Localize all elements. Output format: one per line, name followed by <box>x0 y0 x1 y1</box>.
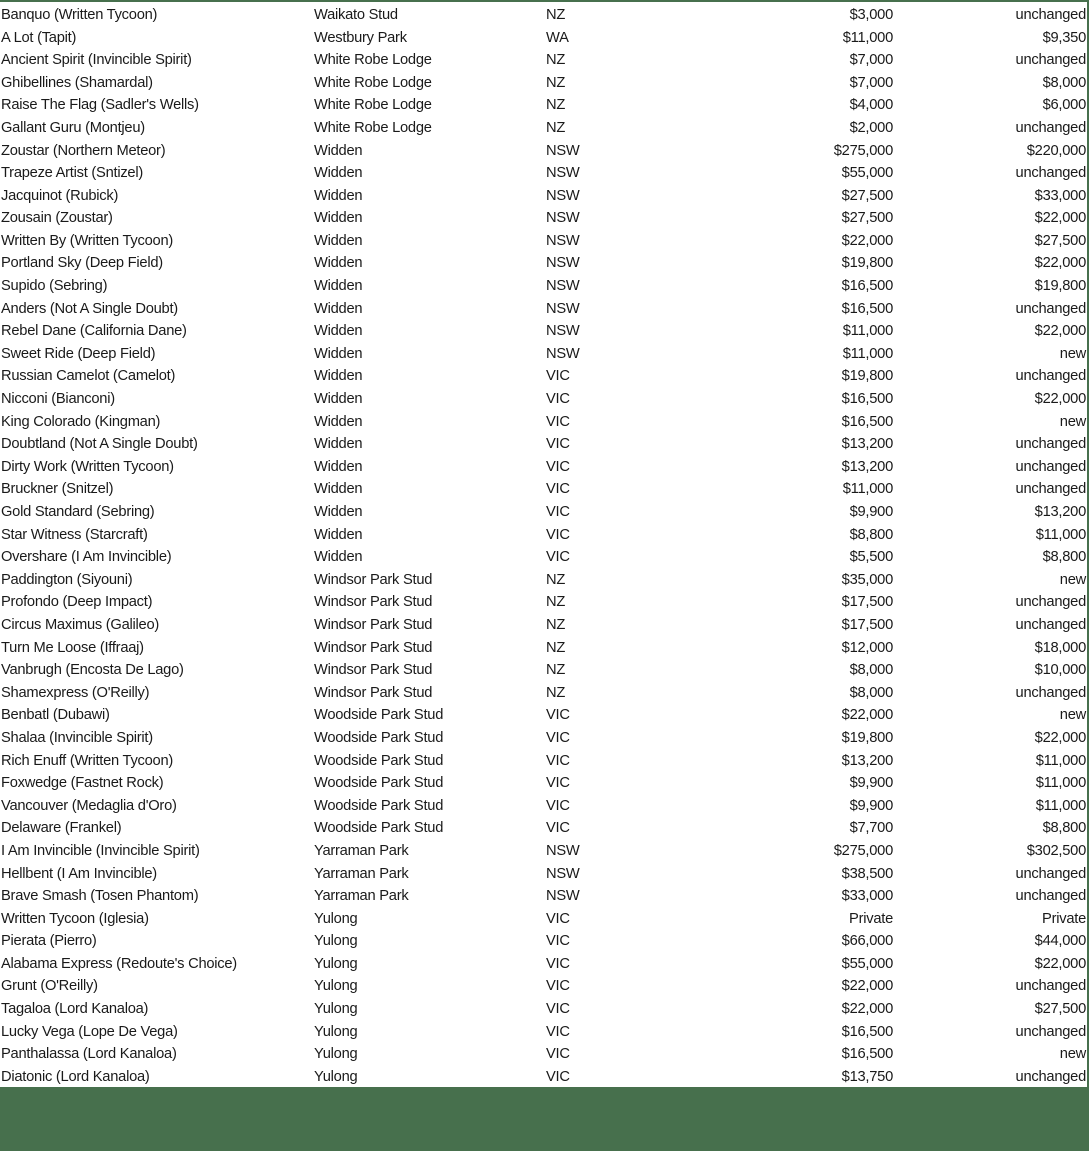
stallion-name-cell: Rebel Dane (California Dane) <box>1 324 187 339</box>
stallion-name-cell: Shalaa (Invincible Spirit) <box>1 730 153 746</box>
stud-cell: White Robe Lodge <box>314 75 432 91</box>
state-cell: NSW <box>546 324 580 339</box>
table-row <box>0 27 1087 50</box>
table-row <box>0 998 1087 1021</box>
fee-cell: $19,800 <box>841 730 893 746</box>
table-row <box>0 614 1087 637</box>
fee-cell: $8,000 <box>849 663 893 678</box>
stud-cell: Woodside Park Stud <box>314 730 444 746</box>
fee-cell: $12,000 <box>841 640 893 656</box>
state-cell: VIC <box>546 414 570 430</box>
stud-cell: Yulong <box>314 911 358 927</box>
fee-cell: $17,500 <box>841 617 893 633</box>
state-cell: VIC <box>546 1069 570 1085</box>
stud-cell: Yulong <box>314 934 358 949</box>
stallion-name-cell: Written By (Written Tycoon) <box>1 233 174 249</box>
stud-cell: Westbury Park <box>314 30 407 46</box>
table-row <box>0 275 1087 298</box>
fee-cell: $275,000 <box>833 843 893 859</box>
state-cell: NSW <box>546 279 580 294</box>
change-cell: $22,000 <box>1034 324 1086 339</box>
change-cell: unchanged <box>1015 369 1086 385</box>
fee-cell: $66,000 <box>841 934 893 949</box>
stud-cell: Yulong <box>314 1002 358 1017</box>
change-cell: $9,350 <box>1042 30 1086 46</box>
stallion-name-cell: Circus Maximus (Galileo) <box>1 617 160 633</box>
table-row <box>0 1043 1087 1066</box>
stallion-name-cell: Foxwedge (Fastnet Rock) <box>1 776 164 791</box>
stud-cell: Widden <box>314 505 363 520</box>
stallion-name-cell: Nicconi (Bianconi) <box>1 392 115 407</box>
stud-cell: Widden <box>314 346 363 362</box>
table-row <box>0 433 1087 456</box>
stallion-name-cell: Benbatl (Dubawi) <box>1 708 110 724</box>
table-row <box>0 456 1087 479</box>
state-cell: NZ <box>546 572 566 588</box>
table-row <box>0 976 1087 999</box>
state-cell: VIC <box>546 911 570 927</box>
stallion-name-cell: Turn Me Loose (Iffraaj) <box>1 640 144 656</box>
table-row <box>0 908 1087 931</box>
stallion-name-cell: Trapeze Artist (Sntizel) <box>1 166 144 181</box>
change-cell: $27,500 <box>1034 1002 1086 1017</box>
fee-cell: $9,900 <box>849 505 893 520</box>
stallion-name-cell: Tagaloa (Lord Kanaloa) <box>1 1002 149 1017</box>
stallion-name-cell: Rich Enuff (Written Tycoon) <box>1 753 174 769</box>
stallion-name-cell: A Lot (Tapit) <box>1 30 77 46</box>
stallion-name-cell: Gallant Guru (Montjeu) <box>1 120 145 136</box>
state-cell: VIC <box>546 550 570 565</box>
table-row <box>0 94 1087 117</box>
stud-cell: Windsor Park Stud <box>314 595 433 611</box>
stud-cell: Widden <box>314 459 363 475</box>
stallion-name-cell: Anders (Not A Single Doubt) <box>1 301 178 317</box>
stud-cell: Widden <box>314 279 363 294</box>
table-row <box>0 298 1087 321</box>
fee-cell: $16,500 <box>841 279 893 294</box>
stud-cell: Windsor Park Stud <box>314 572 433 588</box>
stud-cell: Widden <box>314 482 363 498</box>
table-row <box>0 207 1087 230</box>
fee-cell: $13,750 <box>841 1069 893 1085</box>
stud-cell: Windsor Park Stud <box>314 640 433 656</box>
stud-cell: White Robe Lodge <box>314 53 432 68</box>
table-row <box>0 569 1087 592</box>
change-cell: unchanged <box>1015 482 1086 498</box>
change-cell: $11,000 <box>1035 753 1086 769</box>
table-row <box>0 772 1087 795</box>
table-row <box>0 49 1087 72</box>
stud-cell: Widden <box>314 211 363 226</box>
state-cell: VIC <box>546 369 570 385</box>
change-cell: unchanged <box>1015 437 1086 452</box>
stud-cell: Yarraman Park <box>314 843 409 859</box>
table-row <box>0 388 1087 411</box>
change-cell: new <box>1059 414 1086 430</box>
change-cell: unchanged <box>1015 617 1086 633</box>
change-cell: $11,000 <box>1035 527 1086 543</box>
change-cell: $8,000 <box>1042 75 1086 91</box>
stud-cell: Yulong <box>314 979 358 995</box>
state-cell: VIC <box>546 437 570 452</box>
stud-cell: Yulong <box>314 1069 358 1085</box>
fee-cell: $13,200 <box>841 459 893 475</box>
state-cell: VIC <box>546 979 570 995</box>
change-cell: $19,800 <box>1034 279 1086 294</box>
stallion-name-cell: Grunt (O'Reilly) <box>1 979 98 995</box>
stud-cell: Widden <box>314 301 363 317</box>
stud-cell: Widden <box>314 437 363 452</box>
stallion-name-cell: Pierata (Pierro) <box>1 934 97 949</box>
stud-cell: Widden <box>314 233 363 249</box>
table-row <box>0 546 1087 569</box>
state-cell: VIC <box>546 392 570 407</box>
change-cell: unchanged <box>1015 459 1086 475</box>
fee-cell: $16,500 <box>841 414 893 430</box>
fee-cell: $55,000 <box>841 166 893 181</box>
stud-cell: Widden <box>314 188 363 204</box>
fee-cell: $9,900 <box>849 798 893 814</box>
change-cell: new <box>1059 708 1086 724</box>
change-cell: new <box>1059 346 1086 362</box>
change-cell: $8,800 <box>1042 821 1086 837</box>
stallion-name-cell: Jacquinot (Rubick) <box>1 188 119 204</box>
state-cell: NSW <box>546 889 580 904</box>
table-row <box>0 885 1087 908</box>
state-cell: VIC <box>546 482 570 498</box>
stallion-name-cell: Profondo (Deep Impact) <box>1 595 153 611</box>
change-cell: $8,800 <box>1042 550 1086 565</box>
stud-cell: Woodside Park Stud <box>314 776 444 791</box>
table-row <box>0 320 1087 343</box>
state-cell: VIC <box>546 1002 570 1017</box>
table-row <box>0 4 1087 27</box>
fee-cell: $22,000 <box>841 233 893 249</box>
change-cell: unchanged <box>1015 685 1086 701</box>
fee-cell: $16,500 <box>841 301 893 317</box>
stallion-name-cell: Written Tycoon (Iglesia) <box>1 911 149 927</box>
fee-cell: $16,500 <box>841 1024 893 1040</box>
fee-cell: $8,000 <box>849 685 893 701</box>
stallion-name-cell: Star Witness (Starcraft) <box>1 527 148 543</box>
stud-cell: Widden <box>314 527 363 543</box>
fee-cell: $17,500 <box>841 595 893 611</box>
state-cell: VIC <box>546 1047 570 1062</box>
fee-cell: $275,000 <box>833 143 893 159</box>
change-cell: $27,500 <box>1034 233 1086 249</box>
state-cell: NZ <box>546 98 566 114</box>
change-cell: $18,000 <box>1034 640 1086 656</box>
stallion-name-cell: Raise The Flag (Sadler's Wells) <box>1 98 199 114</box>
stud-cell: Woodside Park Stud <box>314 708 444 724</box>
change-cell: $22,000 <box>1034 392 1086 407</box>
stallion-name-cell: Zousain (Zoustar) <box>1 211 113 226</box>
table-row <box>0 524 1087 547</box>
state-cell: VIC <box>546 730 570 746</box>
state-cell: NZ <box>546 7 566 23</box>
fee-cell: $9,900 <box>849 776 893 791</box>
state-cell: NSW <box>546 346 580 362</box>
state-cell: NZ <box>546 617 566 633</box>
state-cell: NSW <box>546 233 580 249</box>
fee-cell: $7,700 <box>849 821 893 837</box>
stud-cell: Windsor Park Stud <box>314 685 433 701</box>
stud-cell: Widden <box>314 143 363 159</box>
stallion-name-cell: King Colorado (Kingman) <box>1 414 161 430</box>
change-cell: $22,000 <box>1034 730 1086 746</box>
stud-cell: White Robe Lodge <box>314 120 432 136</box>
fee-cell: $8,800 <box>849 527 893 543</box>
stallion-name-cell: Alabama Express (Redoute's Choice) <box>1 956 237 972</box>
state-cell: VIC <box>546 753 570 769</box>
stallion-name-cell: Hellbent (I Am Invincible) <box>1 866 157 882</box>
state-cell: VIC <box>546 956 570 972</box>
change-cell: $302,500 <box>1026 843 1086 859</box>
table-row <box>0 117 1087 140</box>
change-cell: $220,000 <box>1026 143 1086 159</box>
state-cell: NSW <box>546 301 580 317</box>
stud-cell: White Robe Lodge <box>314 98 432 114</box>
state-cell: WA <box>546 30 569 46</box>
change-cell: $11,000 <box>1035 798 1086 814</box>
stallion-name-cell: I Am Invincible (Invincible Spirit) <box>1 843 200 859</box>
stallion-name-cell: Shamexpress (O'Reilly) <box>1 685 150 701</box>
change-cell: unchanged <box>1015 1069 1086 1085</box>
stallion-name-cell: Diatonic (Lord Kanaloa) <box>1 1069 150 1085</box>
bottom-band <box>0 1087 1089 1151</box>
state-cell: VIC <box>546 798 570 814</box>
change-cell: unchanged <box>1015 866 1086 882</box>
change-cell: unchanged <box>1015 979 1086 995</box>
fee-cell: $22,000 <box>841 708 893 724</box>
table-row <box>0 478 1087 501</box>
fee-cell: $11,000 <box>842 346 893 362</box>
state-cell: NSW <box>546 188 580 204</box>
table-row <box>0 366 1087 389</box>
change-cell: unchanged <box>1015 120 1086 136</box>
fee-cell: $5,500 <box>849 550 893 565</box>
table-row <box>0 411 1087 434</box>
state-cell: VIC <box>546 1024 570 1040</box>
state-cell: VIC <box>546 505 570 520</box>
table-row <box>0 1021 1087 1044</box>
fee-cell: $33,000 <box>841 889 893 904</box>
table-row <box>0 343 1087 366</box>
state-cell: NSW <box>546 211 580 226</box>
stud-cell: Woodside Park Stud <box>314 753 444 769</box>
fee-cell: $3,000 <box>849 7 893 23</box>
table-row <box>0 863 1087 886</box>
table-row <box>0 930 1087 953</box>
state-cell: VIC <box>546 776 570 791</box>
fee-cell: $7,000 <box>849 75 893 91</box>
fee-table <box>0 4 1087 1089</box>
fee-cell: $13,200 <box>841 753 893 769</box>
stallion-name-cell: Russian Camelot (Camelot) <box>1 369 176 385</box>
table-row <box>0 795 1087 818</box>
change-cell: new <box>1059 1047 1086 1062</box>
fee-cell: $55,000 <box>841 956 893 972</box>
table-row <box>0 637 1087 660</box>
stud-cell: Widden <box>314 166 363 181</box>
table-row <box>0 750 1087 773</box>
stallion-name-cell: Lucky Vega (Lope De Vega) <box>1 1024 178 1040</box>
fee-cell: $2,000 <box>849 120 893 136</box>
stud-cell: Widden <box>314 324 363 339</box>
stallion-name-cell: Portland Sky (Deep Field) <box>1 256 163 272</box>
stud-cell: Widden <box>314 256 363 272</box>
state-cell: NZ <box>546 685 566 701</box>
stallion-name-cell: Supido (Sebring) <box>1 279 108 294</box>
table-row <box>0 253 1087 276</box>
change-cell: $10,000 <box>1034 663 1086 678</box>
stud-cell: Yulong <box>314 956 358 972</box>
fee-cell: $16,500 <box>841 1047 893 1062</box>
table-row <box>0 682 1087 705</box>
stud-cell: Woodside Park Stud <box>314 821 444 837</box>
fee-cell: $38,500 <box>841 866 893 882</box>
stallion-name-cell: Panthalassa (Lord Kanaloa) <box>1 1047 177 1062</box>
fee-cell: $19,800 <box>841 256 893 272</box>
table-row <box>0 659 1087 682</box>
fee-cell: $27,500 <box>841 188 893 204</box>
state-cell: NZ <box>546 663 566 678</box>
stallion-name-cell: Bruckner (Snitzel) <box>1 482 114 498</box>
change-cell: $13,200 <box>1034 505 1086 520</box>
fee-cell: $4,000 <box>849 98 893 114</box>
state-cell: NZ <box>546 53 566 68</box>
stud-cell: Windsor Park Stud <box>314 663 433 678</box>
stud-cell: Woodside Park Stud <box>314 798 444 814</box>
state-cell: NZ <box>546 120 566 136</box>
change-cell: unchanged <box>1015 166 1086 181</box>
fee-cell: $16,500 <box>841 392 893 407</box>
state-cell: VIC <box>546 459 570 475</box>
change-cell: unchanged <box>1015 889 1086 904</box>
stallion-name-cell: Gold Standard (Sebring) <box>1 505 155 520</box>
fee-cell: $19,800 <box>841 369 893 385</box>
stallion-name-cell: Doubtland (Not A Single Doubt) <box>1 437 198 452</box>
state-cell: NZ <box>546 75 566 91</box>
table-row <box>0 591 1087 614</box>
stud-cell: Waikato Stud <box>314 7 398 23</box>
change-cell: unchanged <box>1015 595 1086 611</box>
fee-cell: Private <box>849 911 893 927</box>
state-cell: NSW <box>546 866 580 882</box>
table-row <box>0 162 1087 185</box>
stallion-name-cell: Ancient Spirit (Invincible Spirit) <box>1 53 192 68</box>
stallion-name-cell: Delaware (Frankel) <box>1 821 122 837</box>
change-cell: unchanged <box>1015 7 1086 23</box>
stud-cell: Widden <box>314 369 363 385</box>
fee-cell: $35,000 <box>841 572 893 588</box>
stallion-name-cell: Dirty Work (Written Tycoon) <box>1 459 174 475</box>
fee-cell: $27,500 <box>841 211 893 226</box>
state-cell: VIC <box>546 821 570 837</box>
table-row <box>0 230 1087 253</box>
stallion-name-cell: Vancouver (Medaglia d'Oro) <box>1 798 177 814</box>
change-cell: $22,000 <box>1034 956 1086 972</box>
fee-cell: $7,000 <box>849 53 893 68</box>
fee-cell: $11,000 <box>842 30 893 46</box>
stud-cell: Yulong <box>314 1024 358 1040</box>
fee-cell: $11,000 <box>842 482 893 498</box>
table-row <box>0 704 1087 727</box>
change-cell: Private <box>1042 911 1086 927</box>
stallion-name-cell: Zoustar (Northern Meteor) <box>1 143 166 159</box>
state-cell: NSW <box>546 166 580 181</box>
state-cell: VIC <box>546 708 570 724</box>
fee-cell: $13,200 <box>841 437 893 452</box>
stallion-name-cell: Banquo (Written Tycoon) <box>1 7 158 23</box>
change-cell: new <box>1059 572 1086 588</box>
state-cell: NSW <box>546 143 580 159</box>
stallion-name-cell: Overshare (I Am Invincible) <box>1 550 172 565</box>
stud-cell: Windsor Park Stud <box>314 617 433 633</box>
change-cell: unchanged <box>1015 53 1086 68</box>
stallion-name-cell: Vanbrugh (Encosta De Lago) <box>1 663 184 678</box>
change-cell: unchanged <box>1015 1024 1086 1040</box>
change-cell: $6,000 <box>1042 98 1086 114</box>
change-cell: unchanged <box>1015 301 1086 317</box>
stallion-name-cell: Paddington (Siyouni) <box>1 572 133 588</box>
table-row <box>0 840 1087 863</box>
change-cell: $44,000 <box>1034 934 1086 949</box>
stud-cell: Yarraman Park <box>314 889 409 904</box>
state-cell: NZ <box>546 595 566 611</box>
table-row <box>0 140 1087 163</box>
fee-cell: $11,000 <box>842 324 893 339</box>
table-row <box>0 727 1087 750</box>
fee-cell: $22,000 <box>841 979 893 995</box>
change-cell: $22,000 <box>1034 256 1086 272</box>
stud-cell: Yarraman Park <box>314 866 409 882</box>
change-cell: $33,000 <box>1034 188 1086 204</box>
state-cell: NSW <box>546 256 580 272</box>
state-cell: VIC <box>546 934 570 949</box>
state-cell: NZ <box>546 640 566 656</box>
stud-cell: Widden <box>314 392 363 407</box>
state-cell: NSW <box>546 843 580 859</box>
table-row <box>0 817 1087 840</box>
table-row <box>0 953 1087 976</box>
stud-cell: Widden <box>314 550 363 565</box>
state-cell: VIC <box>546 527 570 543</box>
stallion-name-cell: Brave Smash (Tosen Phantom) <box>1 889 199 904</box>
table-row <box>0 72 1087 95</box>
stallion-name-cell: Sweet Ride (Deep Field) <box>1 346 156 362</box>
change-cell: $22,000 <box>1034 211 1086 226</box>
table-row <box>0 1066 1087 1089</box>
stud-cell: Widden <box>314 414 363 430</box>
table-row <box>0 185 1087 208</box>
table-row <box>0 501 1087 524</box>
fee-cell: $22,000 <box>841 1002 893 1017</box>
stud-cell: Yulong <box>314 1047 358 1062</box>
stallion-name-cell: Ghibellines (Shamardal) <box>1 75 153 91</box>
change-cell: $11,000 <box>1035 776 1086 791</box>
